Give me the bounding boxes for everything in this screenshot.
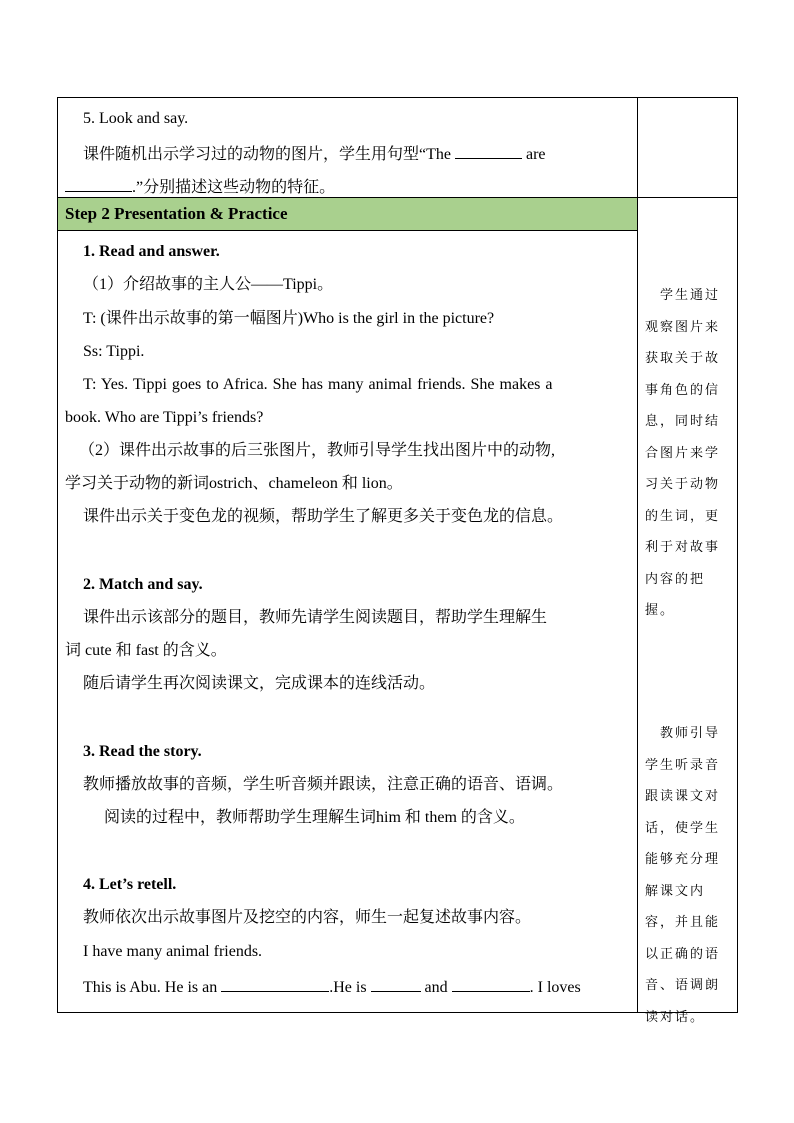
section-text: 教师播放故事的音频，学生听音频并跟读，注意正确的语音、语调。 [83,776,564,793]
text-segment: . I loves [529,979,581,996]
fill-blank [65,175,132,192]
section-heading: 4. Let’s retell. [83,876,177,893]
table-row-presentation [57,197,738,1025]
column-divider [637,198,638,1012]
section-text: T: Yes. Tippi goes to Africa. She has many animal friends. She makes a [83,376,553,393]
fill-blank [221,975,329,992]
section-text: 学习关于动物的新词ostrich、chameleon 和 lion。 [65,475,403,492]
section-text: 课件出示关于变色龙的视频，帮助学生了解更多关于变色龙的信息。 [83,508,564,525]
section-text [83,975,581,998]
section-heading: 3. Read the story. [83,743,202,760]
text-segment: This is Abu. He is an [83,979,222,996]
text-segment: and [420,979,452,996]
fill-blank [452,975,530,992]
text-segment: are [521,146,546,163]
column-divider [637,98,638,197]
section-heading: 2. Match and say. [83,576,203,593]
section-text: 词 cute 和 fast 的含义。 [65,642,227,659]
design-note: 学生通过观察图片来获取关于故事角色的信息，同时结合图片来学习关于动物的生词，更利于对故事内容的把握。 [645,288,721,618]
step-title: Step 2 Presentation & Practice [65,204,288,223]
section-text: book. Who are Tippi’s friends? [65,409,264,426]
section-text: 课件出示该部分的题目，教师先请学生阅读题目，帮助学生理解生 [83,609,548,626]
activity-heading: 5. Look and say. [83,110,189,127]
text-segment: 课件随机出示学习过的动物的图片，学生用句型“The [83,146,455,163]
section-text: I have many animal friends. [83,943,263,960]
step-header [58,198,637,231]
section-text: 教师依次出示故事图片及挖空的内容，师生一起复述故事内容。 [83,909,532,926]
text-segment: .He is [329,979,371,996]
section-text: （2）课件出示故事的后三张图片，教师引导学生找出图片中的动物, [79,442,556,459]
section-text: （1）介绍故事的主人公——Tippi。 [83,276,334,293]
section-text: Ss: Tippi. [83,343,145,360]
section-text: T: (课件出示故事的第一幅图片)Who is the girl in the picture? [83,310,495,327]
section-heading: 1. Read and answer. [83,243,220,260]
table-row-look-and-say [57,97,738,198]
fill-blank [371,975,421,992]
activity-text [83,142,546,165]
section-text: 随后请学生再次阅读课文，完成课本的连线活动。 [83,675,436,692]
fill-blank [455,142,522,159]
text-segment: .”分别描述这些动物的特征。 [132,179,336,196]
activity-text [65,175,335,198]
lesson-plan-table [57,97,738,1025]
design-note: 教师引导学生听录音跟读课文对话，使学生能够充分理解课文内容，并且能以正确的语音、语调朗读对话。 [645,726,721,1025]
section-text: 阅读的过程中，教师帮助学生理解生词him 和 them 的含义。 [104,809,525,826]
